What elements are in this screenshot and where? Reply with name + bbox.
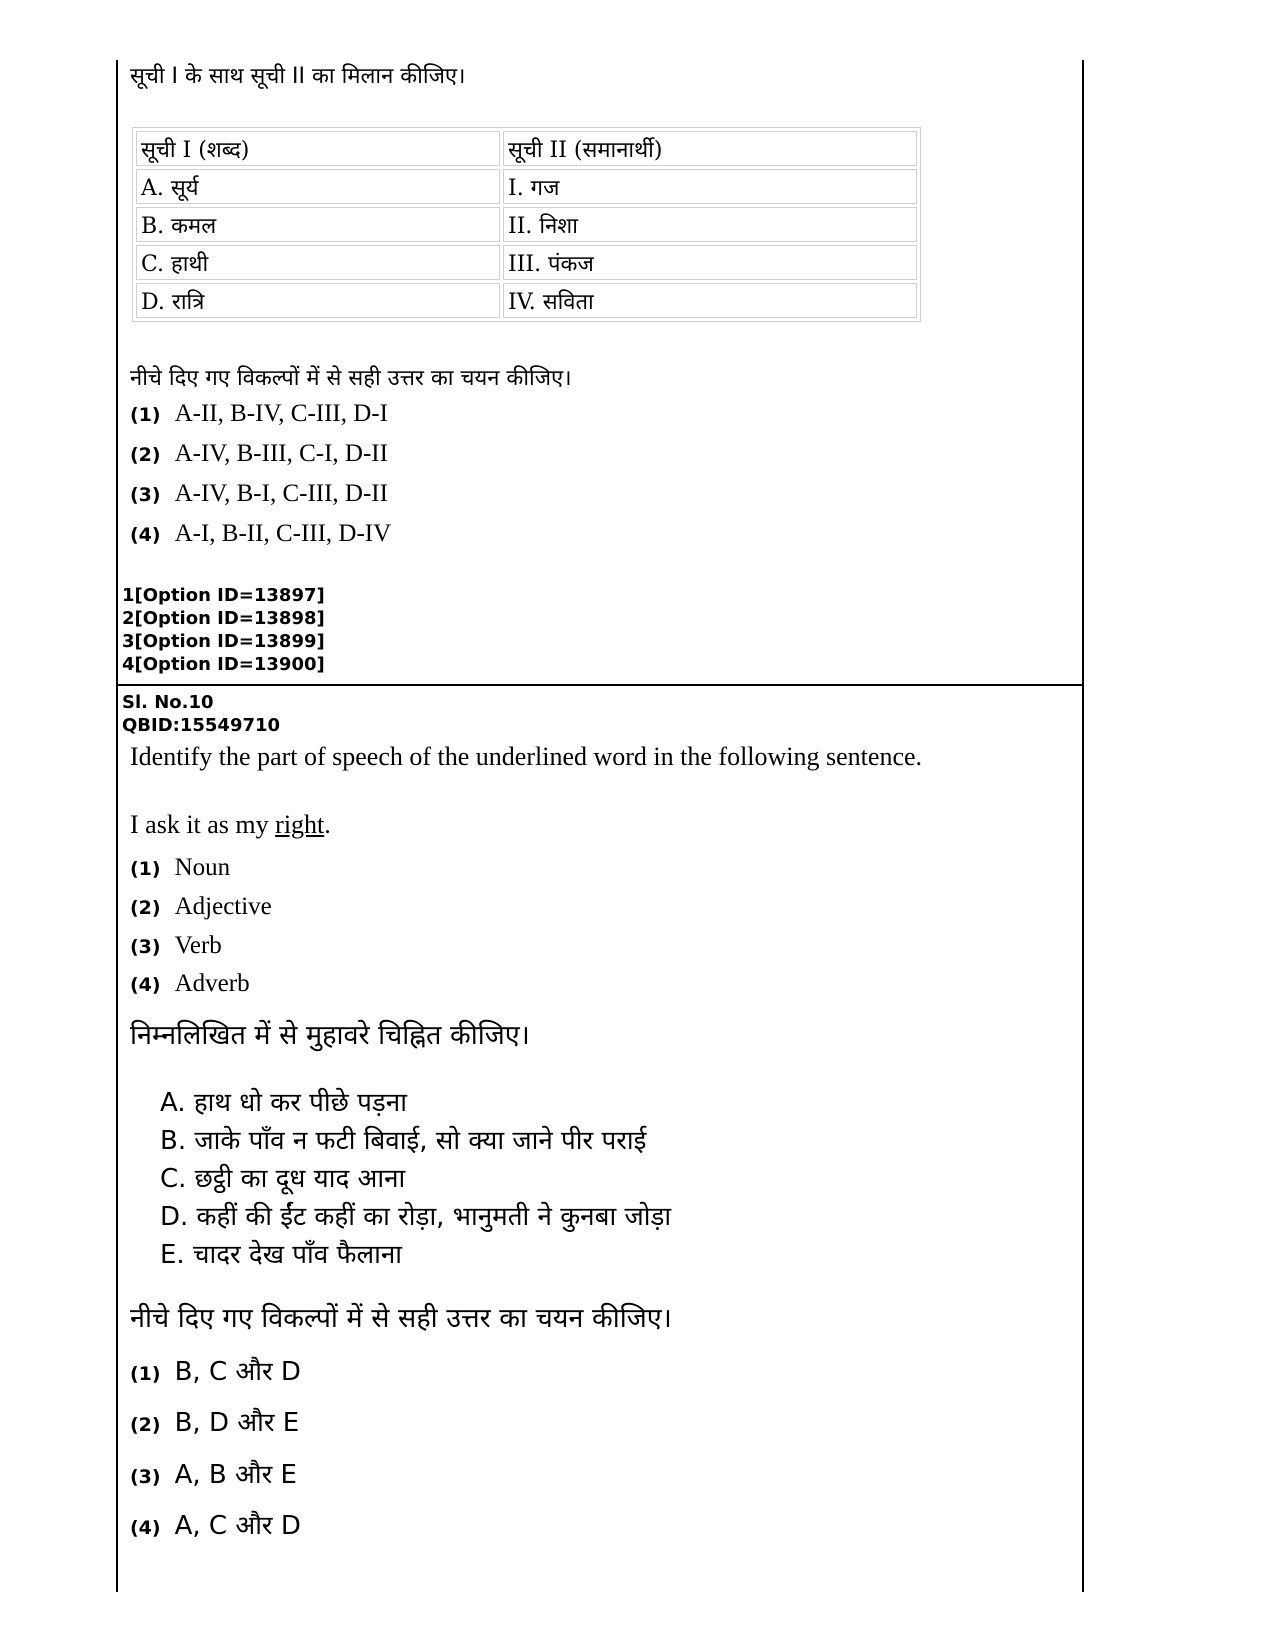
option-number: (2) <box>130 444 161 466</box>
table-header-row <box>136 131 917 166</box>
option-text: B, C और D <box>174 1357 301 1387</box>
page-border-left <box>116 60 118 1592</box>
option-text: Adverb <box>174 970 250 997</box>
table-row <box>136 245 917 280</box>
option-number: (4) <box>130 1517 161 1539</box>
table-row <box>136 207 917 242</box>
table-cell: D. रात्रि <box>136 283 500 318</box>
option-text: Adjective <box>174 893 272 920</box>
table-header-list1: सूची I (शब्द) <box>136 131 500 166</box>
table-row <box>136 283 917 318</box>
option-number: (2) <box>130 897 161 919</box>
option-text: A, B और E <box>174 1460 297 1490</box>
q11-option-3 <box>130 1455 297 1491</box>
option-id-3: 3[Option ID=13899] <box>122 631 325 652</box>
option-number: (4) <box>130 524 161 546</box>
option-text: B, D और E <box>174 1408 300 1438</box>
option-text: A-I, B-II, C-III, D-IV <box>174 520 392 547</box>
page-border-right <box>1082 60 1084 1592</box>
q9-instruction: सूची I के साथ सूची II का मिलान कीजिए। <box>130 64 466 89</box>
q9-option-3 <box>130 480 388 508</box>
qbid: QBID:15549710 <box>122 715 281 736</box>
option-text: Noun <box>174 854 231 881</box>
option-number: (3) <box>130 1466 161 1488</box>
idiom-item-d: D. कहीं की ईंट कहीं का रोड़ा, भानुमती ने कुनबा जोड़ा <box>160 1202 672 1232</box>
q9-option-1 <box>130 400 388 428</box>
q10-option-3 <box>130 932 222 960</box>
q10-question: Identify the part of speech of the underlined word in the following sentence. <box>130 742 923 771</box>
table-cell: II. निशा <box>503 207 917 242</box>
q9-choose-instruction: नीचे दिए गए विकल्पों में से सही उत्तर का चयन कीजिए। <box>130 366 572 391</box>
sentence-suffix: . <box>324 810 331 839</box>
table-row <box>136 169 917 204</box>
q11-instruction: निम्नलिखित में से मुहावरे चिह्नित कीजिए। <box>130 1020 530 1051</box>
option-text: Verb <box>174 932 222 959</box>
option-text: A-IV, B-I, C-III, D-II <box>174 480 388 507</box>
table-cell: IV. सविता <box>503 283 917 318</box>
q10-sentence <box>130 810 331 840</box>
q10-option-1 <box>130 854 230 882</box>
idiom-item-b: B. जाके पाँव न फटी बिवाई, सो क्या जाने पीर पराई <box>160 1126 647 1156</box>
option-id-2: 2[Option ID=13898] <box>122 608 325 629</box>
table-cell: C. हाथी <box>136 245 500 280</box>
option-number: (4) <box>130 974 161 996</box>
table-cell: I. गज <box>503 169 917 204</box>
option-number: (2) <box>130 1414 161 1436</box>
q11-option-4 <box>130 1506 301 1542</box>
option-number: (1) <box>130 1363 161 1385</box>
idiom-item-c: C. छट्ठी का दूध याद आना <box>160 1164 406 1194</box>
table-cell: III. पंकज <box>503 245 917 280</box>
option-number: (3) <box>130 484 161 506</box>
q11-option-2 <box>130 1403 299 1439</box>
option-text: A, C और D <box>174 1511 301 1541</box>
idiom-item-a: A. हाथ धो कर पीछे पड़ना <box>160 1088 407 1118</box>
table-header-list2: सूची II (समानार्थी) <box>503 131 917 166</box>
idiom-item-e: E. चादर देख पाँव फैलाना <box>160 1240 403 1270</box>
q10-option-2 <box>130 893 272 921</box>
q11-choose-instruction: नीचे दिए गए विकल्पों में से सही उत्तर का चयन कीजिए। <box>130 1303 672 1334</box>
option-number: (3) <box>130 936 161 958</box>
option-number: (1) <box>130 858 161 880</box>
option-id-1: 1[Option ID=13897] <box>122 585 325 606</box>
table-cell: A. सूर्य <box>136 169 500 204</box>
serial-number: Sl. No.10 <box>122 692 214 713</box>
q9-option-2 <box>130 440 388 468</box>
option-number: (1) <box>130 404 161 426</box>
table-cell: B. कमल <box>136 207 500 242</box>
q11-option-1 <box>130 1352 301 1388</box>
question-divider <box>116 684 1084 686</box>
underlined-word: right <box>275 810 325 839</box>
match-table <box>132 127 921 322</box>
q10-option-4 <box>130 970 250 998</box>
option-text: A-IV, B-III, C-I, D-II <box>174 440 388 467</box>
option-id-4: 4[Option ID=13900] <box>122 654 325 675</box>
q9-option-4 <box>130 520 391 548</box>
option-text: A-II, B-IV, C-III, D-I <box>174 400 388 427</box>
sentence-prefix: I ask it as my <box>130 810 276 839</box>
